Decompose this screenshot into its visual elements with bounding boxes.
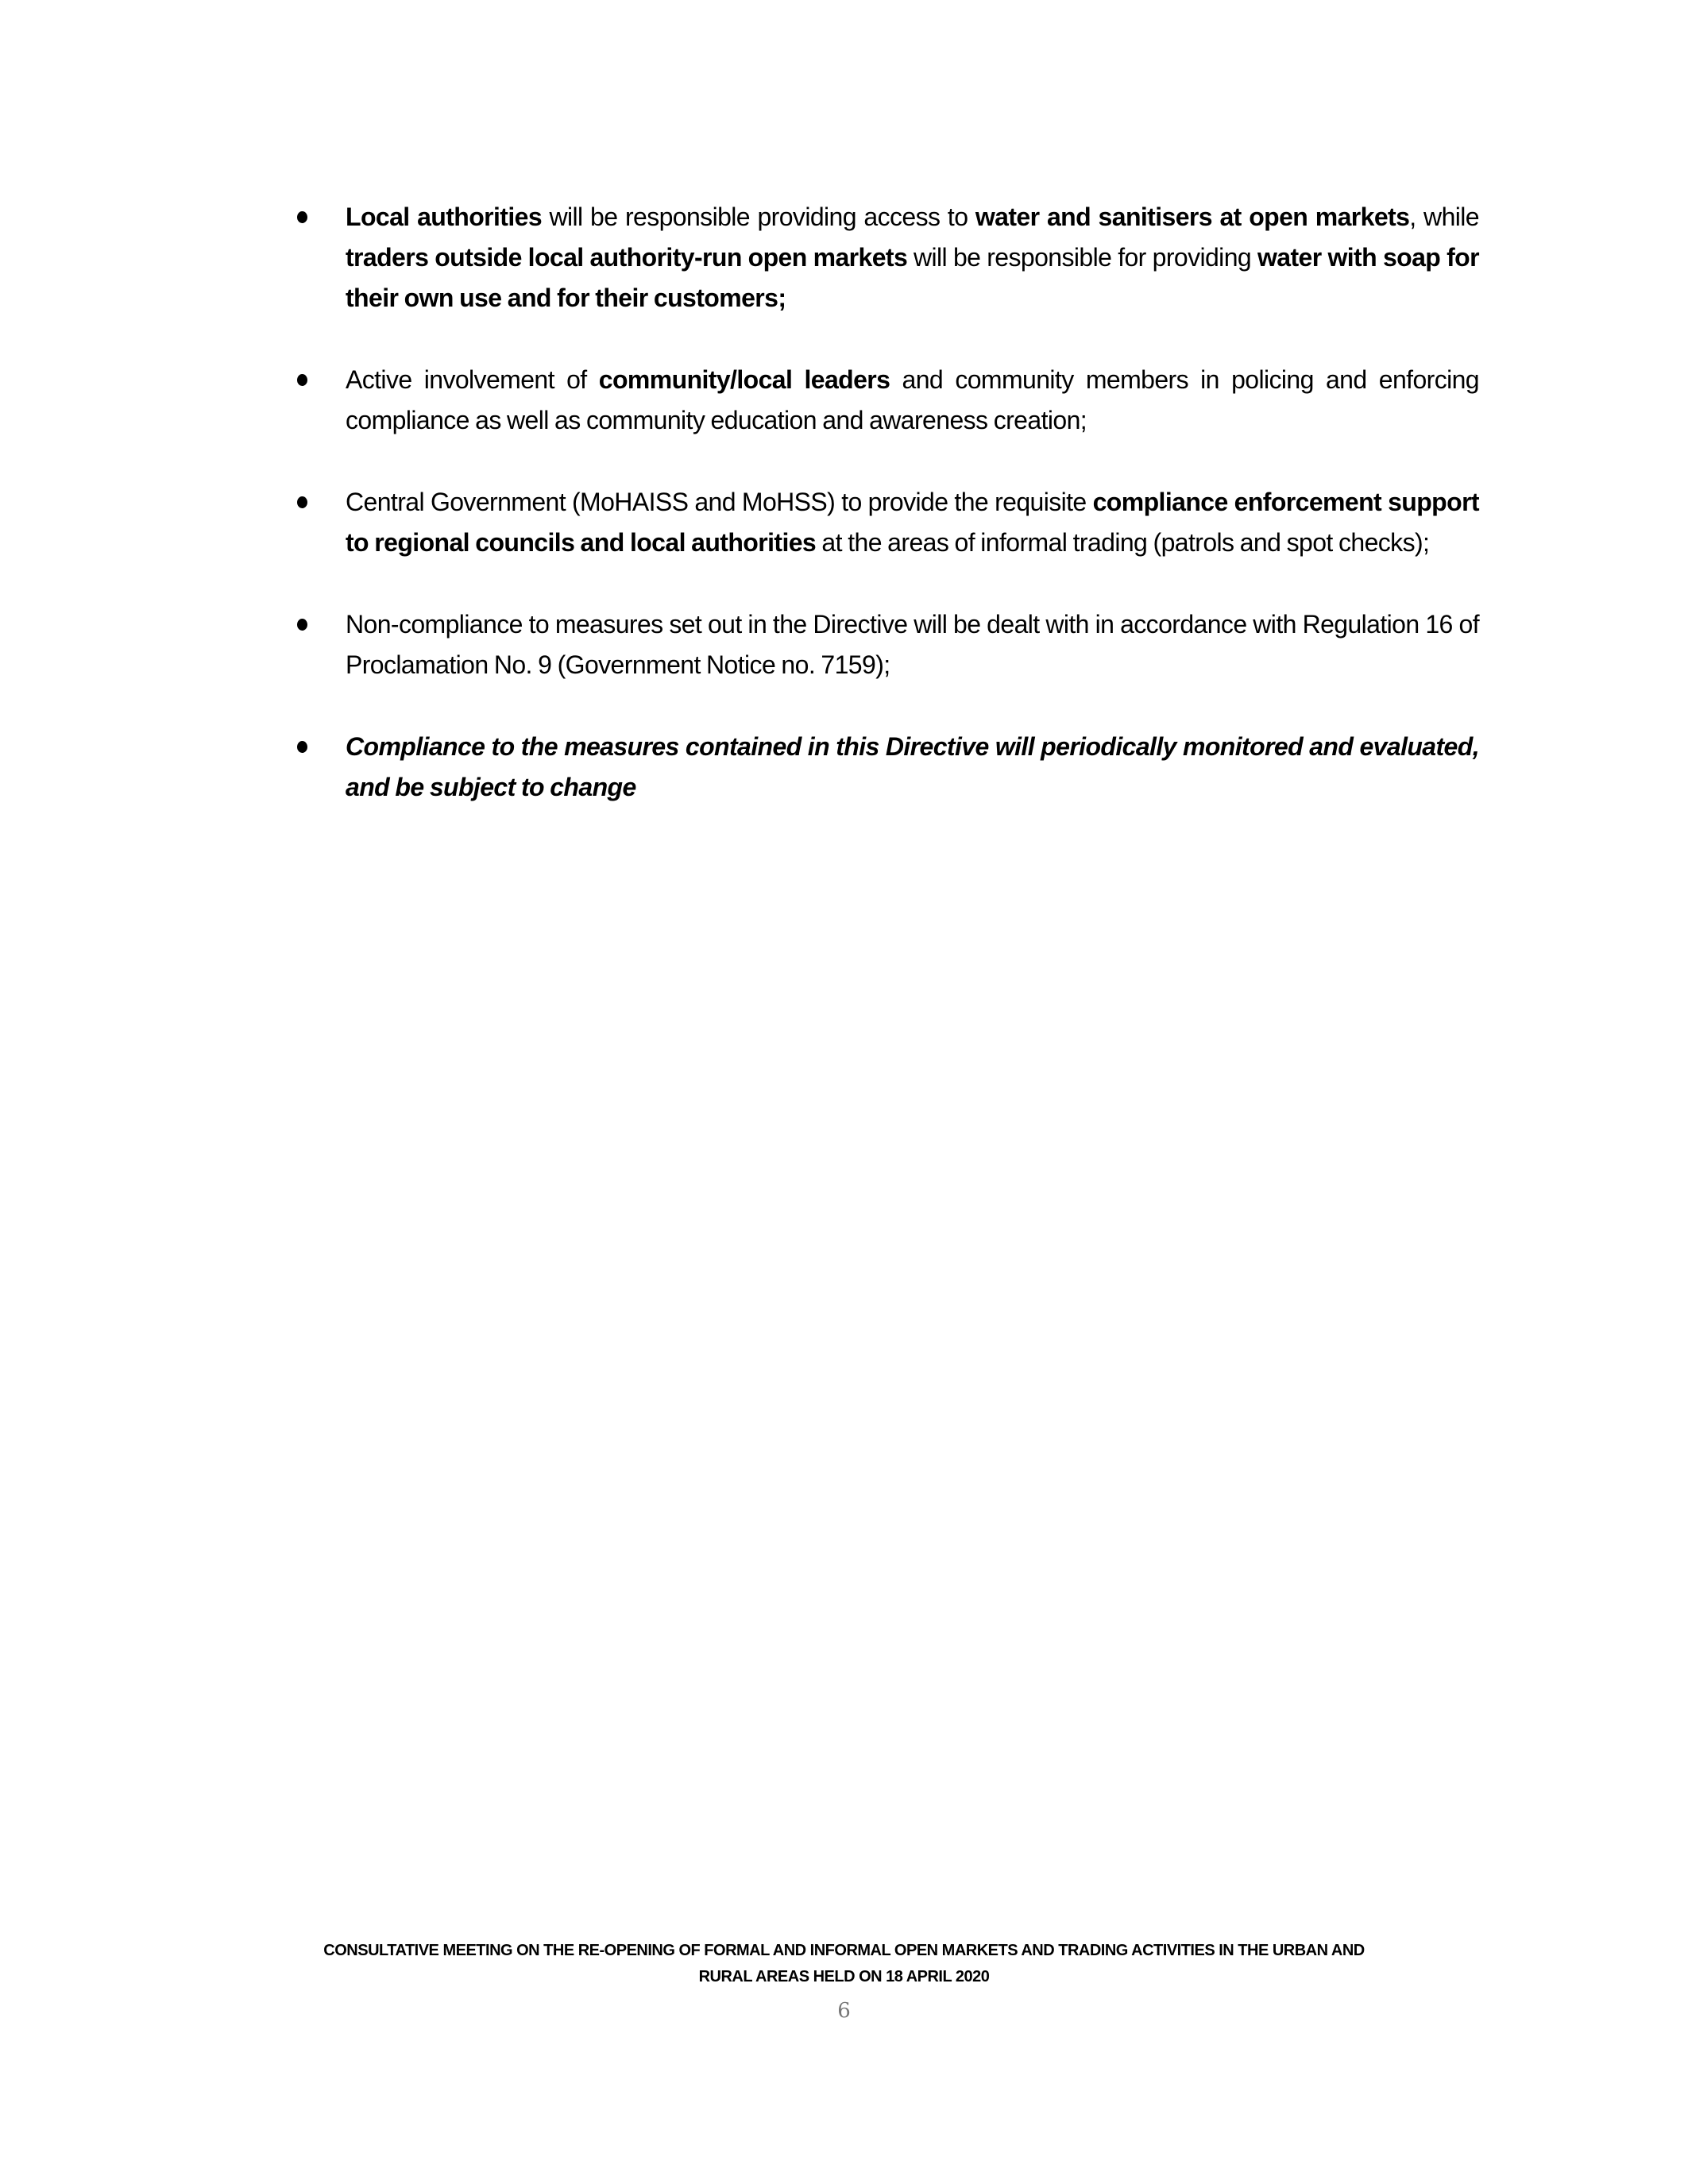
footer-line-2: RURAL AREAS HELD ON 18 APRIL 2020 [698,1968,990,1985]
bullet-plain-text: Central Government (MoHAISS and MoHSS) to provide the requisite [346,488,1093,516]
bullet-emphasis-text: Compliance to the measures contained in this Directive will periodically monitored and evaluated, and be subject to change [346,732,1479,801]
bullet-icon [297,619,307,631]
bullet-plain-text: Active involvement of [346,365,599,394]
bullet-item [294,197,1479,318]
footer-line-1: CONSULTATIVE MEETING ON THE RE-OPENING OF FORMAL AND INFORMAL OPEN MARKETS AND TRADING ACTIVITIES IN THE URBAN AND [323,1942,1365,1959]
bullet-plain-text: and community members in policing and enforcing compliance as well as community education and awareness creation; [346,365,1479,434]
bullet-plain-text: at the areas of informal trading (patrols and spot checks); [816,528,1430,557]
bullet-icon [297,496,307,508]
bullet-emphasis-text: compliance enforcement support to regional councils and local authorities [346,488,1479,557]
bullet-emphasis-text: Local authorities [346,203,543,231]
bullet-plain-text: Non-compliance to measures set out in the Directive will be dealt with in accordance with Regulation 16 of Proclamation No. 9 (Government Notice no. 7159); [346,610,1479,679]
bullet-plain-text: will be responsible providing access to [542,203,975,231]
bullet-icon [297,741,307,753]
bullet-icon [297,211,307,223]
bullet-item [294,482,1479,563]
bullet-plain-text: , while [1409,203,1479,231]
bullet-text [346,732,1479,801]
bullet-text [346,365,1479,434]
bullet-emphasis-text: traders outside local authority-run open markets [346,243,908,272]
bullet-icon [297,374,307,386]
bullet-item [294,727,1479,808]
bullet-emphasis-text: community/local leaders [598,365,890,394]
bullet-text [346,203,1479,312]
bullet-emphasis-text: water with soap for their own use and for their customers; [346,243,1479,312]
bullet-emphasis-text: water and sanitisers at open markets [975,203,1410,231]
bullet-list [294,197,1479,849]
bullet-text [346,488,1479,557]
bullet-item [294,604,1479,685]
bullet-text [346,610,1479,679]
page-footer [0,1938,1688,1990]
bullet-plain-text: will be responsible for providing [907,243,1257,272]
page-number: 6 [837,1999,851,2023]
bullet-item [294,360,1479,441]
